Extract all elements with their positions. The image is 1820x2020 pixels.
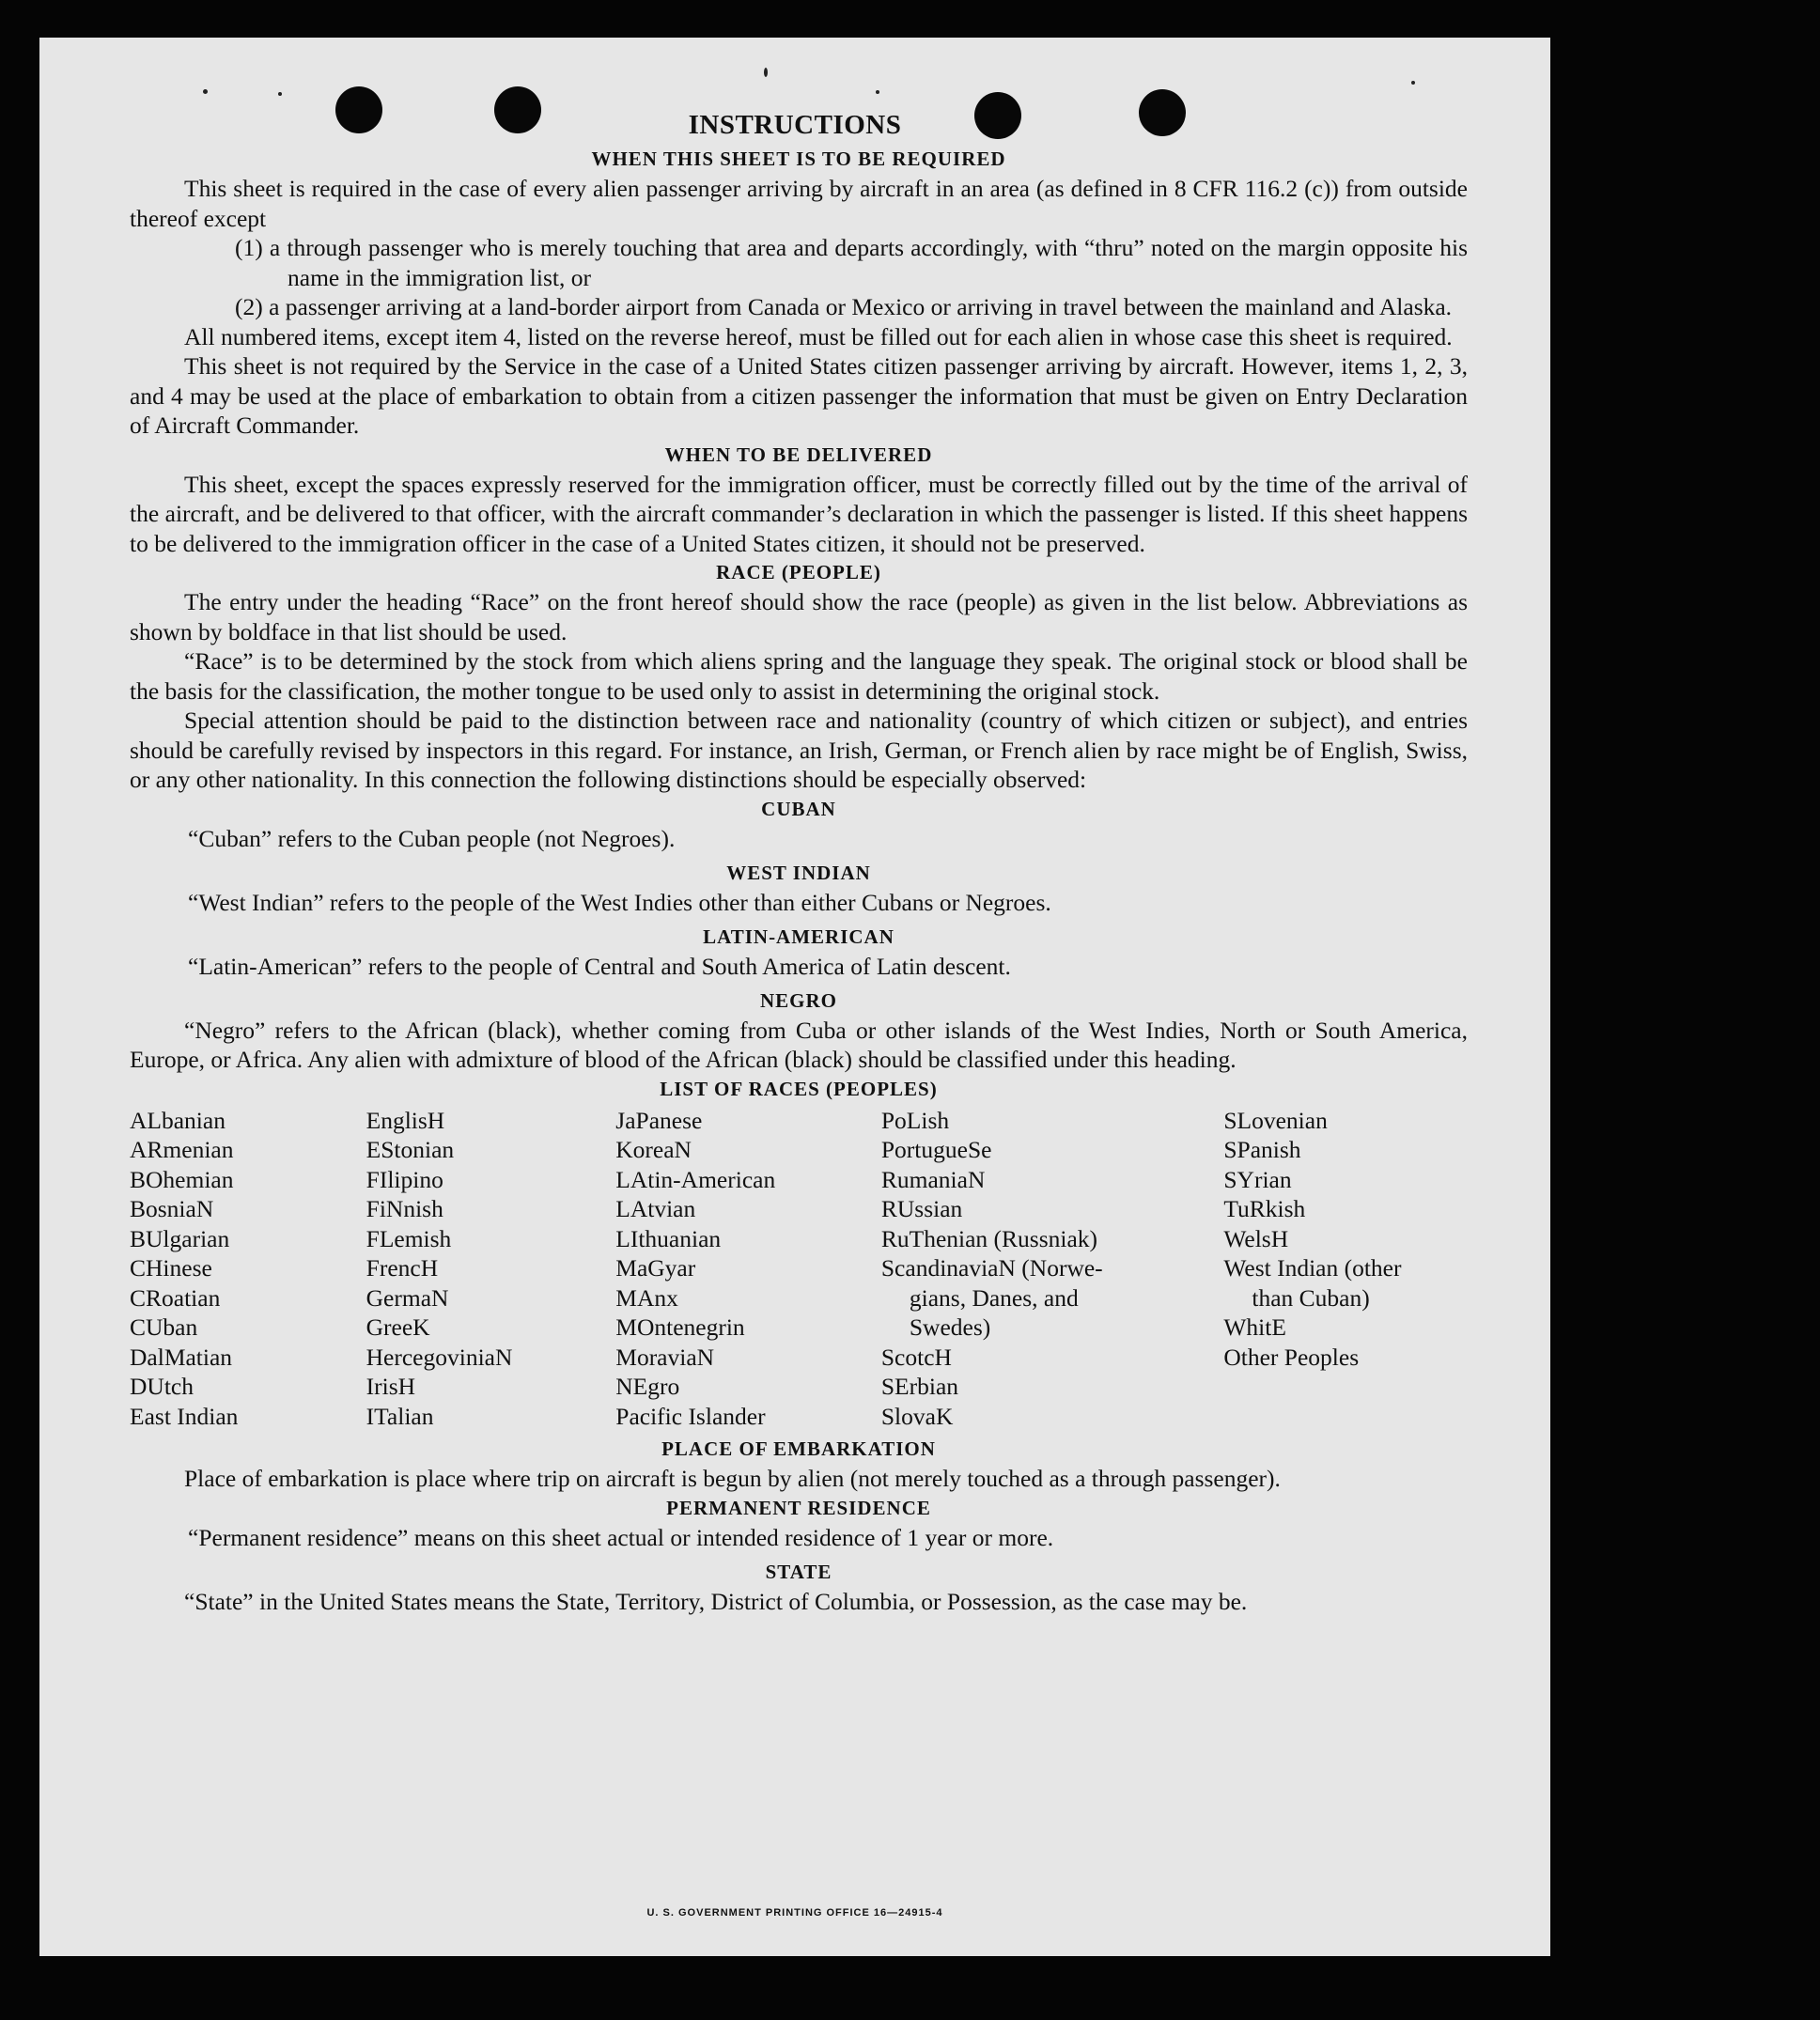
race-item: KoreaN <box>615 1136 692 1163</box>
heading-cuban: CUBAN <box>761 797 836 820</box>
race-item: LIthuanian <box>615 1224 722 1252</box>
race-item: PortugueSe <box>880 1136 992 1163</box>
heading-west-indian: WEST INDIAN <box>726 861 871 884</box>
exception-item: (1) a through passenger who is merely touching that area and departs accordingly, with “thru” noted on the margin opposite his name in the immigration list, or <box>235 234 1468 291</box>
race-item: TuRkish <box>1223 1195 1306 1222</box>
race-item: FLemish <box>366 1224 452 1252</box>
race-item: DUtch <box>130 1373 194 1400</box>
race-item: GreeK <box>366 1313 430 1341</box>
race-item: SPanish <box>1223 1136 1301 1163</box>
race-item: BOhemian <box>130 1165 234 1193</box>
speck <box>876 90 879 94</box>
race-item: East Indian <box>130 1402 239 1430</box>
race-list <box>130 1106 1468 1432</box>
paragraph: The entry under the heading “Race” on the front hereof should show the race (people) as given in the list below. Abbreviations as shown by boldface in that list should be used. <box>130 588 1468 645</box>
race-item: DalMatian <box>130 1343 233 1371</box>
printing-office-footer: U. S. GOVERNMENT PRINTING OFFICE 16—24915-4 <box>646 1907 943 1919</box>
race-item: MOntenegrin <box>615 1313 745 1341</box>
race-item: PoLish <box>880 1106 950 1134</box>
race-item: LAtvian <box>615 1195 696 1222</box>
race-item: MaGyar <box>615 1254 696 1282</box>
heading-list-of-races: LIST OF RACES (PEOPLES) <box>660 1077 938 1100</box>
race-item: West Indian (other <box>1223 1254 1402 1282</box>
heading-latin-american: LATIN-AMERICAN <box>703 925 894 948</box>
race-item: ALbanian <box>130 1106 226 1134</box>
race-column <box>881 1106 1223 1432</box>
exception-item: (2) a passenger arriving at a land-border airport from Canada or Mexico or arriving in travel between the mainland and Alaska. <box>235 293 1453 320</box>
race-item: FIlipino <box>366 1165 443 1193</box>
paragraph: This sheet is required in the case of every alien passenger arriving by aircraft in an area (as defined in 8 CFR 116.2 (c)) from outside thereof except <box>130 175 1468 232</box>
race-item: ScandinaviaN (Norwe- <box>880 1254 1103 1282</box>
race-item: RumaniaN <box>880 1165 986 1193</box>
definition: “Latin-American” refers to the people of Central and South America of Latin descent. <box>188 952 1011 980</box>
race-column <box>130 1106 366 1432</box>
race-item: HercegoviniaN <box>366 1343 513 1371</box>
paragraph: All numbered items, except item 4, listed on the reverse hereof, must be filled out for each alien in whose case this sheet is required. <box>184 322 1453 350</box>
paragraph: “State” in the United States means the State, Territory, District of Columbia, or Possession, as the case may be. <box>184 1587 1248 1615</box>
race-column <box>1223 1106 1468 1432</box>
heading-race: RACE (PEOPLE) <box>716 561 881 583</box>
race-item: RUssian <box>880 1195 963 1222</box>
race-item: CHinese <box>130 1254 212 1282</box>
race-item: JaPanese <box>615 1106 703 1134</box>
definition: “West Indian” refers to the people of the West Indies other than either Cubans or Negroes. <box>188 888 1051 916</box>
race-item: MoraviaN <box>615 1343 715 1371</box>
paragraph: This sheet is not required by the Service in the case of a United States citizen passenger arriving by aircraft. However, items 1, 2, 3, and 4 may be used at the place of embarkation to obtain from a citizen passenger the information that must be given on Entry Declaration of Aircraft Commander. <box>130 352 1468 439</box>
instructions-body <box>130 145 1468 1616</box>
race-item: MAnx <box>615 1283 678 1312</box>
definition: “Cuban” refers to the Cuban people (not Negroes). <box>188 824 676 852</box>
race-column <box>615 1106 881 1432</box>
paragraph: Place of embarkation is place where trip on aircraft is begun by alien (not merely touched as a through passenger). <box>184 1465 1281 1492</box>
race-item: LAtin-American <box>615 1165 776 1193</box>
race-item: WelsH <box>1223 1224 1289 1252</box>
heading-state: STATE <box>765 1560 832 1583</box>
race-item: IrisH <box>366 1373 416 1400</box>
race-item: Other Peoples <box>1223 1343 1360 1371</box>
race-item: ITalian <box>366 1402 434 1430</box>
race-item: RuThenian (Russniak) <box>880 1224 1098 1252</box>
heading-when-delivered: WHEN TO BE DELIVERED <box>664 443 933 466</box>
paragraph: Special attention should be paid to the distinction between race and nationality (country of which citizen or subject), and entries should be carefully revised by inspectors in this regard. For instance, an Irish, German, or French alien by race might be of English, Swiss, or any other nationality. In this connection the following distinctions should be especially observed: <box>130 707 1468 793</box>
paragraph: This sheet, except the spaces expressly reserved for the immigration officer, must be correctly filled out by the time of the arrival of the aircraft, and be delivered to that officer, with the aircraft commander’s declaration in which the passenger is listed. If this sheet happens to be delivered to the immigration officer in the case of a United States citizen, it should not be preserved. <box>130 470 1468 557</box>
race-item: ARmenian <box>130 1136 234 1163</box>
race-item: SlovaK <box>880 1402 954 1430</box>
speck <box>278 92 282 96</box>
race-item: FrencH <box>366 1254 439 1282</box>
speck <box>203 89 208 94</box>
heading-embarkation: PLACE OF EMBARKATION <box>661 1437 936 1460</box>
race-item: SErbian <box>880 1373 959 1400</box>
race-item: WhitE <box>1223 1313 1286 1341</box>
document-page <box>39 38 1550 1956</box>
race-item: gians, Danes, and <box>909 1283 1079 1312</box>
paragraph: “Negro” refers to the African (black), whether coming from Cuba or other islands of the West Indies, North or South America, Europe, or Africa. Any alien with admixture of blood of the African (black) should be classified under this heading. <box>130 1016 1468 1073</box>
race-column <box>366 1106 616 1432</box>
race-item: CRoatian <box>130 1283 221 1312</box>
race-item: NEgro <box>615 1373 680 1400</box>
race-item: BosniaN <box>130 1195 214 1222</box>
heading-when-required: WHEN THIS SHEET IS TO BE REQUIRED <box>591 148 1006 170</box>
race-item: BUlgarian <box>130 1224 230 1252</box>
paragraph: “Race” is to be determined by the stock from which aliens spring and the language they speak. The original stock or blood shall be the basis for the classification, the mother tongue to be used only to assist in determining the original stock. <box>130 647 1468 705</box>
speck <box>1411 81 1415 85</box>
heading-residence: PERMANENT RESIDENCE <box>666 1496 931 1519</box>
race-item: Swedes) <box>909 1313 991 1341</box>
race-item: Pacific Islander <box>615 1402 766 1430</box>
race-item: ScotcH <box>880 1343 952 1371</box>
race-item: SLovenian <box>1223 1106 1328 1134</box>
race-item: EnglisH <box>366 1106 445 1134</box>
speck <box>764 68 768 77</box>
page-title: INSTRUCTIONS <box>688 110 902 140</box>
race-item: GermaN <box>366 1283 449 1312</box>
race-item: SYrian <box>1223 1165 1292 1193</box>
race-item: EStonian <box>366 1136 455 1163</box>
definition: “Permanent residence” means on this sheet actual or intended residence of 1 year or more. <box>188 1523 1054 1551</box>
heading-negro: NEGRO <box>759 988 837 1012</box>
race-item: than Cuban) <box>1252 1283 1370 1312</box>
race-item: CUban <box>130 1313 198 1341</box>
race-item: FiNnish <box>366 1195 443 1222</box>
